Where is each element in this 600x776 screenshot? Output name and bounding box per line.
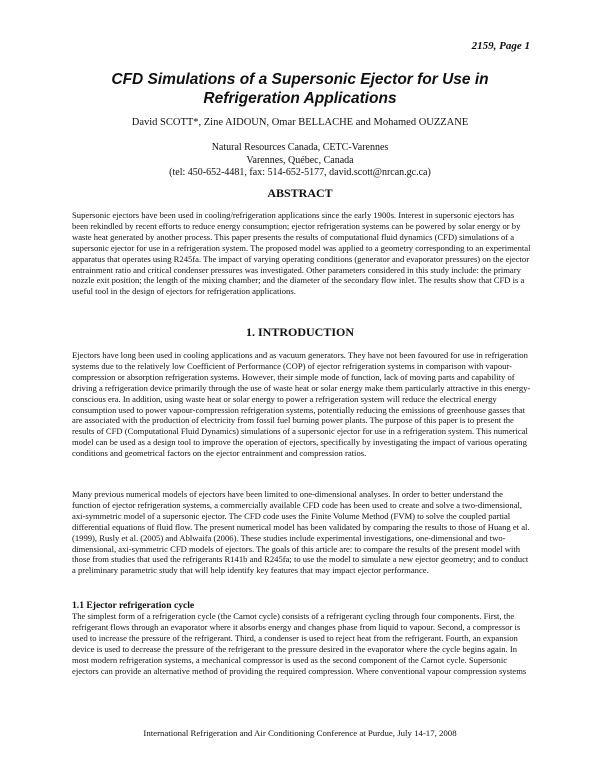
paper-title — [60, 70, 540, 108]
title-line-1: CFD Simulations of a Supersonic Ejector for Use in — [111, 71, 489, 88]
introduction-paragraph-1: Ejectors have long been used in cooling applications and as vacuum generators. They have not been favoured for use in refrigeration systems due to the relatively low Coefficient of Performance (COP) of ejector refrigeration systems in comparison with vapour-compression or absorption refrigeration systems. However, their simple mode of function, lack of moving parts and capability of driving a refrigeration device primarily through the use of waste heat or solar energy make them particularly attractive in this energy-conscious era. In addition, using waste heat or solar energy to power a refrigeration system will reduce the electrical energy consumption used to power vapour-compression refrigeration systems, potentially reducing the emissions of greenhouse gasses that are associated with the production of electricity from fossil fuel burning power plants. The purpose of this paper is to present the results of CFD (Computational Fluid Dynamics) simulations of a supersonic ejector for use in a refrigeration system. This numerical model can be used as a design tool to improve the operation of ejectors, specifically by investigating the impact of various operating conditions and geometrical factors on the ejector entrainment and compression ratios. — [72, 350, 531, 459]
page-footer: International Refrigeration and Air Conditioning Conference at Purdue, July 14-17, 2008 — [143, 728, 457, 738]
abstract-heading: ABSTRACT — [267, 186, 333, 200]
introduction-heading: 1. INTRODUCTION — [245, 325, 354, 339]
section-1-1-heading: 1.1 Ejector refrigeration cycle — [72, 600, 195, 611]
authors: David SCOTT*, Zine AIDOUN, Omar BELLACHE and Mohamed OUZZANE — [131, 117, 469, 128]
affiliation — [0, 142, 600, 180]
abstract-text: Supersonic ejectors have been used in cooling/refrigeration applications since the early 1900s. Interest in supersonic ejectors has been rekindled by recent efforts to reduce energy consumption; ejector refrigeration systems can be powered by solar energy or by waste heat generated by another process. This paper presents the results of computational fluid dynamics (CFD) simulations of a supersonic ejector for use in a refrigeration system. The proposed model was applied to a geometry corresponding to an experimental apparatus that operates using R245fa. The impact of varying operating conditions (generator and evaporator pressures) on the ejector entrainment ratio and critical condenser pressures was investigated. Other parameters considered in this study include: the primary nozzle exit position; the length of the mixing chamber; and the diameter of the secondary flow inlet. The results show that CFD is a useful tool in the design of ejectors for refrigeration applications. — [72, 210, 531, 297]
introduction-paragraph-2: Many previous numerical models of ejectors have been limited to one-dimensional analyses. In order to better understand the function of ejector refrigeration systems, a commercially available CFD code has been used to create and solve a two-dimensional, axi-symmetric model of a supersonic ejector. The CFD code uses the Finite Volume Method (FVM) to solve the coupled partial differential equations of fluid flow. The present numerical model has been validated by comparing the results to those of Huang et al. (1999), Rusly et al. (2005) and Ablwaifa (2006). These studies include experimental investigations, one-dimensional and two-dimensional, axi-symmetric CFD models of ejectors. The goals of this article are: to compare the results of the present model with those from studies that used the refrigerants R141b and R245fa; to use the model to simulate a new ejector geometry; and to conduct a preliminary parametric study that will help identify key features that may impact ejector performance. — [72, 489, 530, 576]
affiliation-line-2: Varennes, Québec, Canada — [246, 154, 354, 166]
affiliation-line-1: Natural Resources Canada, CETC-Varennes — [211, 142, 389, 153]
page-label: 2159, Page 1 — [471, 40, 530, 52]
section-1-1-text: The simplest form of a refrigeration cycle (the Carnot cycle) consists of a refrigerant cycling through four components. First, the refrigerant flows through an evaporator where it absorbs energy and changes phase from liquid to vapour. Second, a compressor is used to increase the pressure of the refrigerant. Third, a condenser is used to reject heat from the refrigerant. Fourth, an expansion device is used to decrease the pressure of the refrigerant to the pressure desired in the evaporator where the cycle begins again. In most modern refrigeration systems, a mechanical compressor is used as the second component of the Carnot cycle. Supersonic ejectors can provide an alternative method of providing the required compression. Where conventional vapour compression systems — [72, 611, 527, 676]
title-line-2: Refrigeration Applications — [203, 90, 397, 107]
page-number — [472, 40, 530, 52]
affiliation-line-3: (tel: 450-652-4481, fax: 514-652-5177, david.scott@nrcan.gc.ca) — [169, 167, 431, 178]
